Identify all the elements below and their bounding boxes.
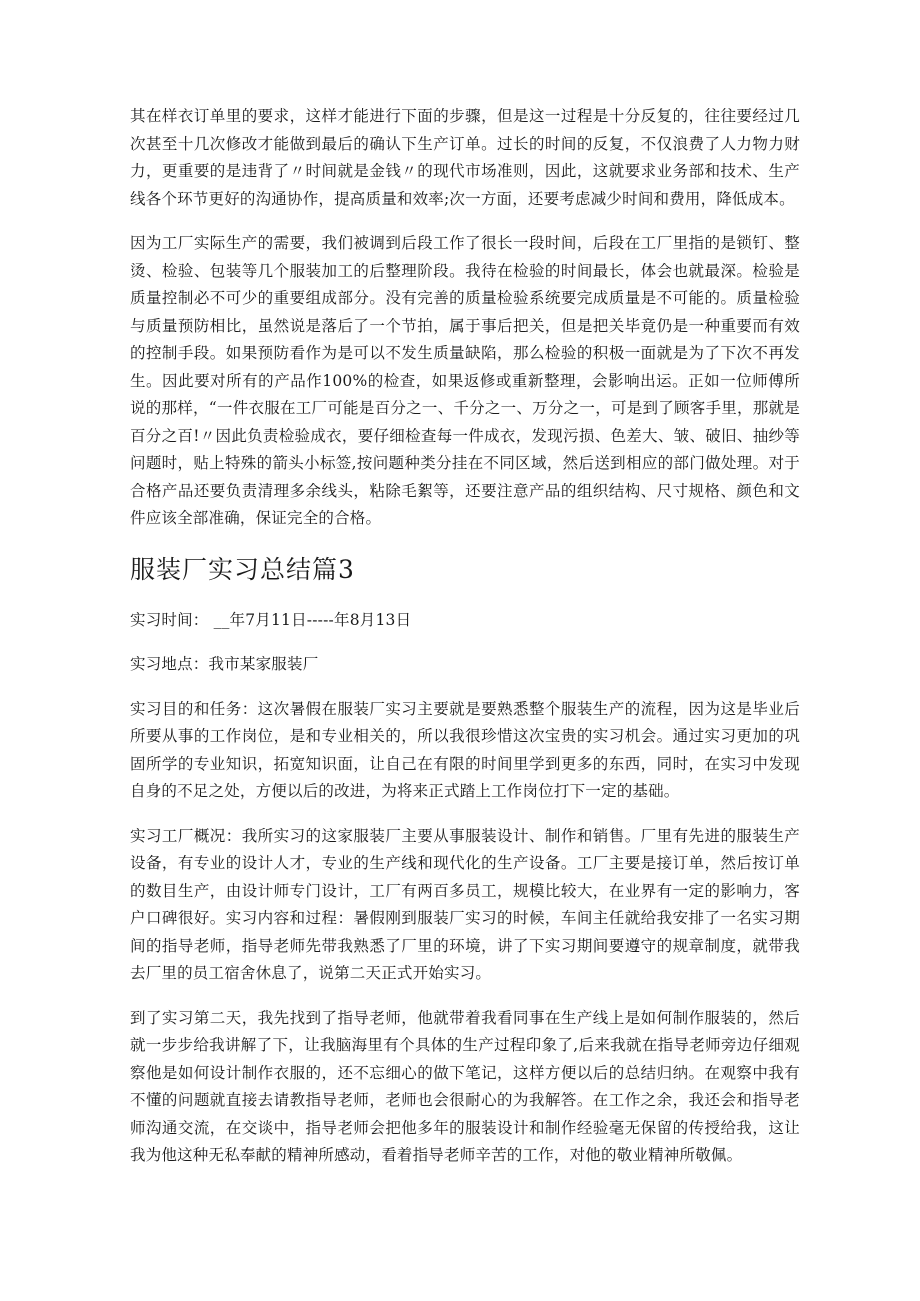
paragraph-internship-time: 实习时间： __年7月11日-----年8月13日 [130,610,412,629]
paragraph-internship-location: 实习地点：我市某家服装厂 [130,655,319,673]
paragraph-inspection: 因为工厂实际生产的需要，我们被调到后段工作了很长一段时间，后段在工厂里指的是锁钉、整烫、检验、包装等几个服装加工的后整理阶段。我待在检验的时间最长，体会也就最深。检验是质量控制必不可少的重要组成部分。没有完善的质量检验系统要完成质量是不可能的。质量检验与质量预防相比，虽然说是落后了一个节拍，属于事后把关，但是把关毕竟仍是一种重要而有效的控制手段。如果预防看作为是可以不发生质量缺陷，那么检验的积极一面就是为了下次不再发生。因此要对所有的产品作100%的检查，如果返修或重新整理，会影响出运。正如一位师傅所说的那样，“一件衣服在工厂可能是百分之一、千分之一、万分之一，可是到了顾客手里，那就是百分之百!〃因此负责检验成衣，要仔细检查每一件成衣，发现污损、色差大、皱、破旧、抽纱等问题时，贴上特殊的箭头小标签,按问题种类分挂在不同区域，然后送到相应的部门做处理。对于合格产品还要负责清理多余线头，粘除毛絮等，还要注意产品的组织结构、尺寸规格、颜色和文件应该全部准确，保证完全的合格。 [130,234,800,527]
paragraph-purpose: 实习目的和任务：这次暑假在服装厂实习主要就是要熟悉整个服装生产的流程，因为这是毕业后所要从事的工作岗位，是和专业相关的，所以我很珍惜这次宝贵的实习机会。通过实习更加的巩固所学的专业知识，拓宽知识面，让自己在有限的时间里学到更多的东西，同时，在实习中发现自身的不足之处，方便以后的改进，为将来正式踏上工作岗位打下一定的基础。 [130,699,800,800]
paragraph-sample-order: 其在样衣订单里的要求，这样才能进行下面的步骤，但是这一过程是十分反复的，往往要经过几次甚至十几次修改才能做到最后的确认下生产订单。过长的时间的反复，不仅浪费了人力物力财力，更重要的是违背了〃时间就是金钱〃的现代市场准则，因此，这就要求业务部和技术、生产线各个环节更好的沟通协作，提高质量和效率;次一方面，还要考虑减少时间和费用，降低成本。 [130,107,800,208]
paragraph-factory-overview: 实习工厂概况：我所实习的这家服装厂主要从事服装设计、制作和销售。厂里有先进的服装生产设备，有专业的设计人才，专业的生产线和现代化的生产设备。工厂主要是接订单，然后按订单的数目生产，由设计师专门设计，工厂有两百多员工，规模比较大，在业界有一定的影响力，客户口碑很好。实习内容和过程：暑假刚到服装厂实习的时候，车间主任就给我安排了一名实习期间的指导老师，指导老师先带我熟悉了厂里的环境，讲了下实习期间要遵守的规章制度，就带我去厂里的员工宿舍休息了，说第二天正式开始实习。 [130,826,800,982]
document-page [130,103,800,1187]
paragraph-second-day: 到了实习第二天，我先找到了指导老师，他就带着我看同事在生产线上是如何制作服装的，然后就一步步给我讲解了下，让我脑海里有个具体的生产过程印象了,后来我就在指导老师旁边仔细观察他是如何设计制作衣服的，还不忘细心的做下笔记，这样方便以后的总结归纳。在观察中我有不懂的问题就直接去请教指导老师，老师也会很耐心的为我解答。在工作之余，我还会和指导老师沟通交流，在交谈中，指导老师会把他多年的服装设计和制作经验毫无保留的传授给我，这让我为他这种无私奉献的精神所感动，看着指导老师辛苦的工作，对他的敬业精神所敬佩。 [130,1008,800,1164]
section-heading: 服装厂实习总结篇3 [130,554,355,584]
